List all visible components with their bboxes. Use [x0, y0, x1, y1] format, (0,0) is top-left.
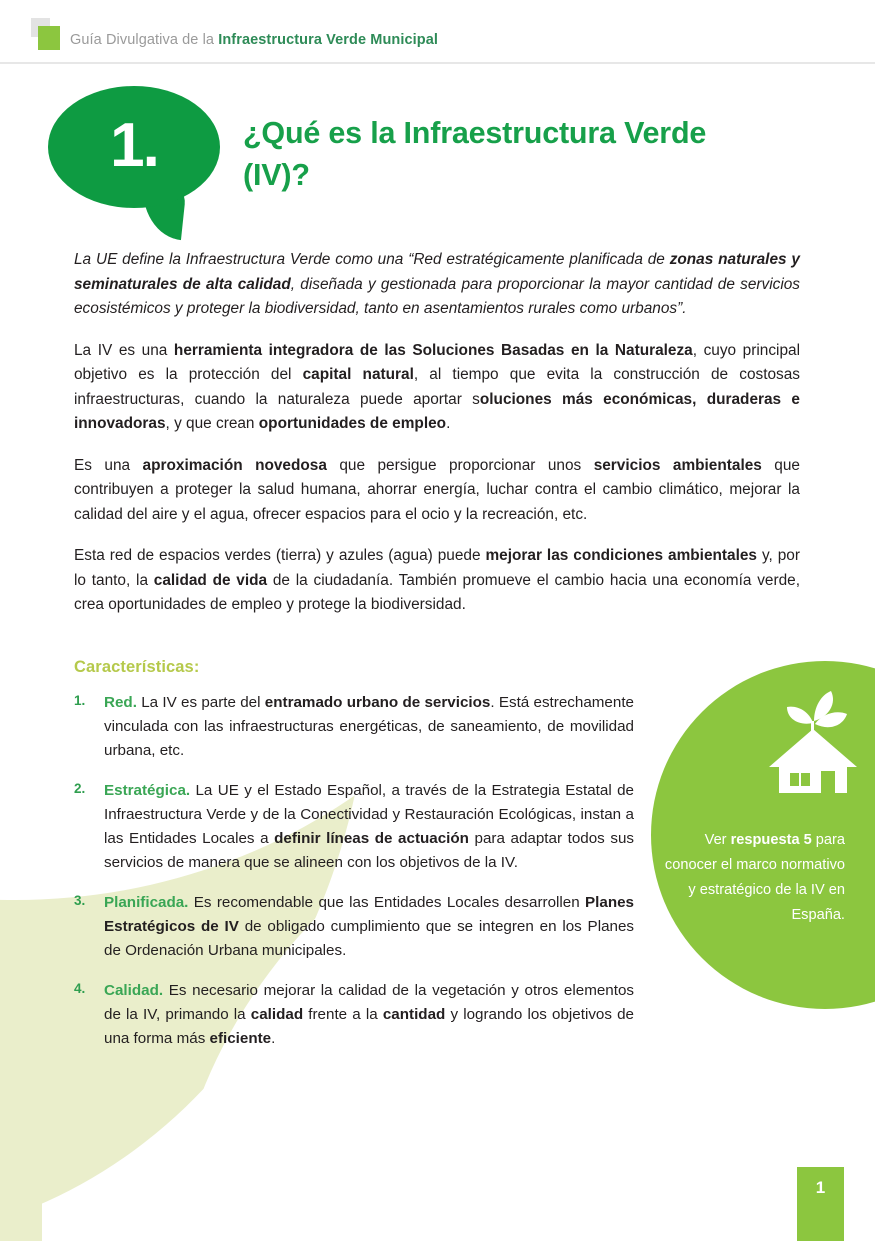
caracteristicas-heading: Características:	[74, 658, 200, 676]
caracteristicas-section	[74, 658, 634, 1067]
caracteristica-number: 2.	[74, 781, 86, 796]
caracteristicas-list	[74, 691, 634, 1051]
section-number-bubble	[48, 86, 220, 208]
callout-text: Ver respuesta 5 para conocer el marco normativo y estratégico de la IV en España.	[664, 832, 845, 923]
caracteristica-number: 3.	[74, 893, 86, 908]
header-divider	[0, 62, 875, 64]
paragraph-red-espacios: Esta red de espacios verdes (tierra) y azules (agua) puede mejorar las condiciones ambientales y, por lo tanto, la calidad de vida de la ciudadanía. También promueve el cambio hacia una economía verde, crea oportunidades de empleo y protege la biodiversidad.	[74, 547, 801, 613]
caracteristica-item	[74, 691, 634, 763]
caracteristica-lead: Calidad.	[104, 982, 164, 999]
caracteristica-item	[74, 891, 634, 963]
page-title: ¿Qué es la Infraestructura Verde (IV)?	[243, 116, 707, 192]
caracteristica-number: 4.	[74, 981, 86, 996]
caracteristica-item	[74, 979, 634, 1051]
caracteristica-text: Red. La IV es parte del entramado urbano de servicios. Está estrechamente vinculada con las infraestructuras energéticas, de saneamiento, de movilidad urbana, etc.	[104, 694, 634, 759]
caracteristica-lead: Red.	[104, 694, 137, 711]
caracteristica-text: Planificada. Es recomendable que las Entidades Locales desarrollen Planes Estratégicos de IV de obligado cumplimiento que se integren en los Planes de Ordenación Urbana municipales.	[104, 894, 634, 959]
header-title-bold: Infraestructura Verde Municipal	[218, 32, 439, 48]
house-with-plant-icon	[757, 683, 869, 795]
section-number: 1.	[110, 110, 158, 180]
body-content	[74, 248, 800, 635]
paragraph-definition: La UE define la Infraestructura Verde como una “Red estratégicamente planificada de zonas naturales y seminaturales de alta calidad, diseñada y gestionada para proporcionar la mayor cantidad de servicios ecosistémicos y proteger la biodiversidad, tanto en asentamientos rurales como urbanos”.	[74, 251, 800, 317]
caracteristica-text: Estratégica. La UE y el Estado Español, a través de la Estrategia Estatal de Infraestructura Verde y de la Conectividad y Restauración Ecológicas, instan a las Entidades Locales a definir líneas de actuación para adaptar todos sus servicios de manera que se alineen con los objetivos de la IV.	[104, 782, 634, 871]
header-title-light: Guía Divulgativa de la	[70, 32, 219, 48]
page-number-badge	[797, 1167, 844, 1241]
paragraph-aproximacion: Es una aproximación novedosa que persigue proporcionar unos servicios ambientales que contribuyen a proteger la salud humana, ahorrar energía, luchar contra el cambio climático, mejorar la calidad del aire y el agua, ofrecer espacios para el ocio y la recreación, etc.	[74, 456, 800, 523]
caracteristica-lead: Estratégica.	[104, 782, 191, 799]
paragraph-herramienta: La IV es una herramienta integradora de las Soluciones Basadas en la Naturaleza, cuyo principal objetivo es la protección del capital natural, al tiempo que evita la construcción de costosas infraestructuras, cuando la naturaleza puede aportar soluciones más económicas, duraderas e innovadoras, y que crean oportunidades de empleo.	[74, 341, 800, 432]
caracteristica-text: Calidad. Es necesario mejorar la calidad de la vegetación y otros elementos de la IV, primando la calidad frente a la cantidad y logrando los objetivos de una forma más eficiente.	[104, 982, 635, 1047]
two-squares-logo-icon	[31, 18, 67, 50]
logo-square-front	[38, 26, 60, 50]
caracteristica-item	[74, 779, 634, 875]
caracteristica-number: 1.	[74, 693, 86, 708]
page-header	[0, 0, 875, 62]
page-number: 1	[815, 1178, 826, 1197]
header-title	[70, 32, 438, 48]
caracteristica-lead: Planificada.	[104, 894, 189, 911]
